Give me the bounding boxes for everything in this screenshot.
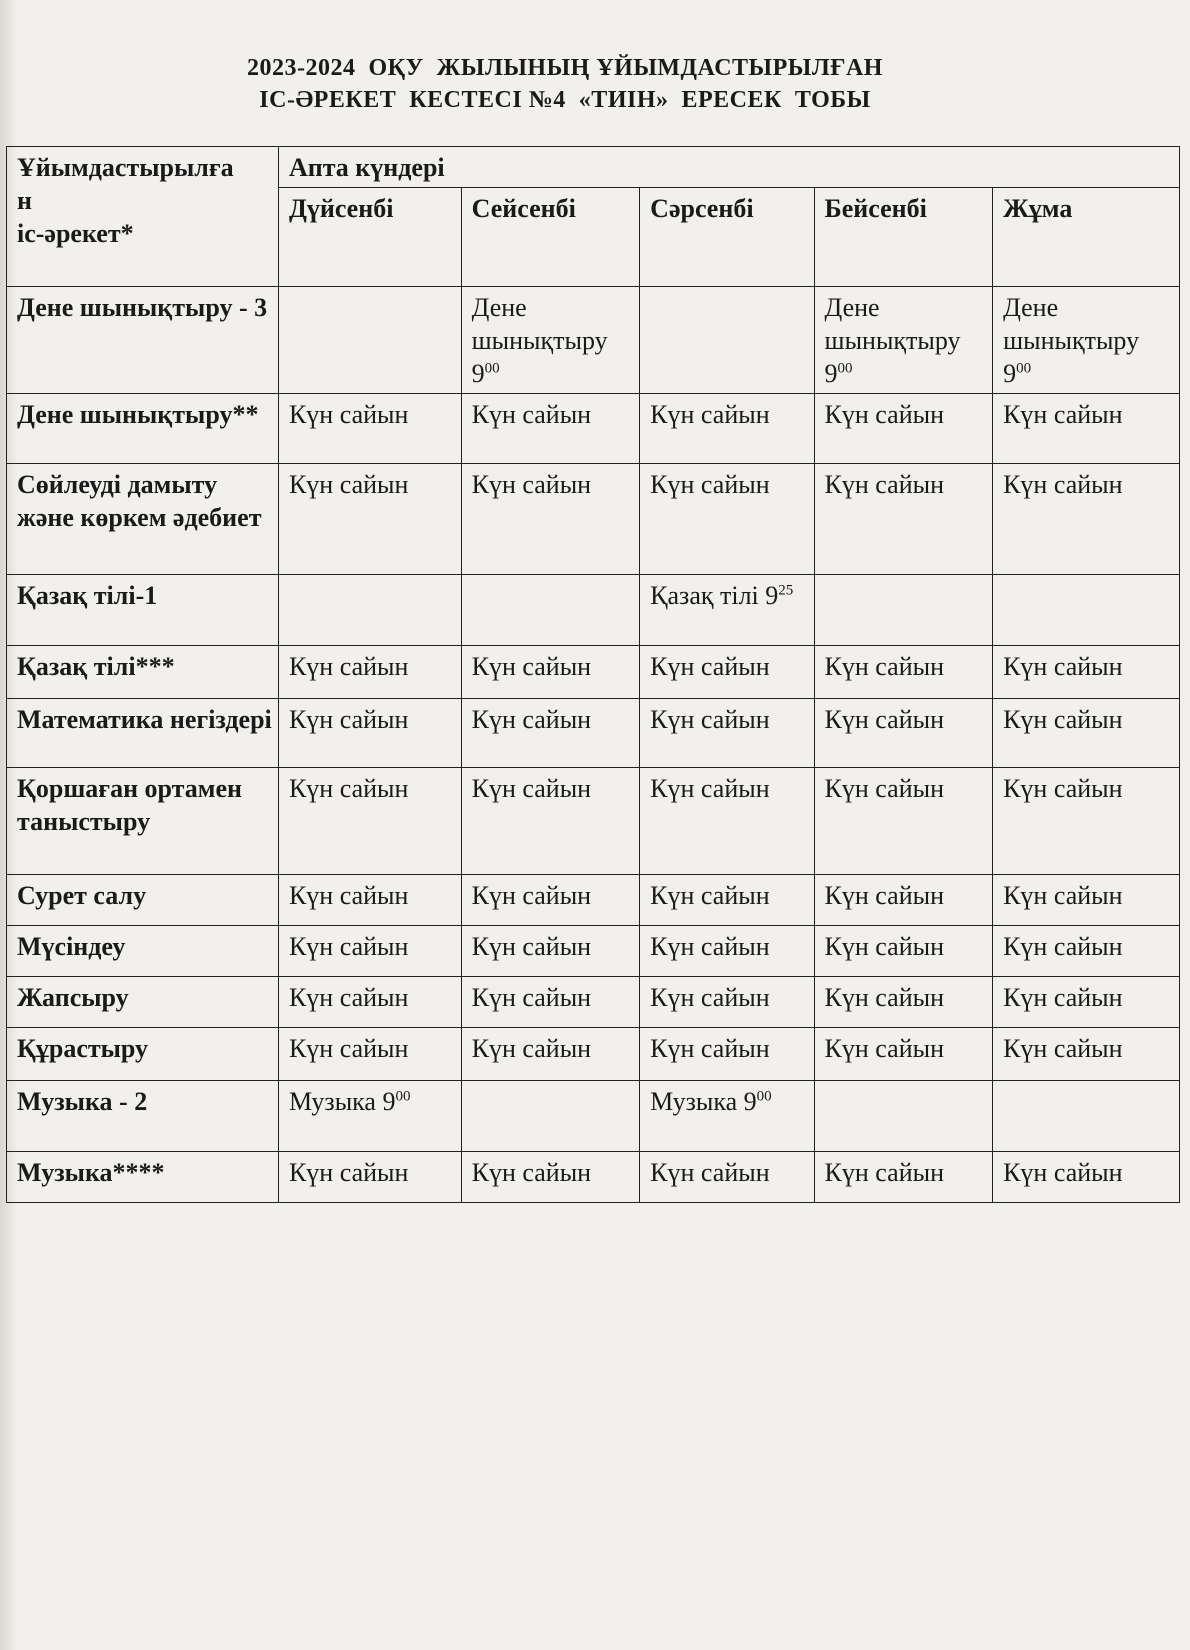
activity-name: Қоршаған ортамен таныстыру [7, 768, 279, 875]
schedule-cell-monday [278, 875, 461, 926]
cell-text: Күн сайын [288, 1034, 409, 1063]
cell-text: Күн сайын [471, 932, 592, 961]
table-row [7, 926, 1180, 977]
schedule-cell-wednesday [640, 926, 814, 977]
cell-text: Күн сайын [471, 1158, 592, 1187]
schedule-cell-wednesday [640, 394, 814, 464]
table-row [7, 1028, 1180, 1081]
cell-text: Күн сайын [288, 470, 409, 499]
cell-text: Дене шынықтыру 9 [471, 293, 608, 388]
cell-text: Күн сайын [1003, 881, 1123, 910]
schedule-cell-tuesday [461, 575, 640, 646]
schedule-cell-thursday [814, 1081, 993, 1152]
schedule-cell-thursday [814, 977, 993, 1028]
schedule-cell-tuesday [461, 768, 640, 875]
activity-name: Музыка - 2 [7, 1081, 279, 1152]
cell-time-minutes: 00 [484, 360, 500, 377]
schedule-cell-wednesday [640, 699, 814, 768]
day-header-monday: Дүйсенбі [278, 188, 461, 287]
table-row [7, 875, 1180, 926]
cell-text: Күн сайын [824, 881, 944, 910]
corner-line-3: іс-әрекет* [17, 219, 134, 248]
schedule-cell-tuesday [461, 287, 640, 394]
schedule-cell-friday [993, 768, 1180, 875]
cell-text: Күн сайын [471, 470, 592, 499]
schedule-cell-friday [993, 287, 1180, 394]
schedule-cell-wednesday [640, 646, 814, 699]
table-row [7, 1152, 1180, 1203]
table-row [7, 575, 1180, 646]
schedule-cell-monday [278, 287, 461, 394]
cell-text: Дене шынықтыру 9 [1003, 293, 1140, 388]
schedule-cell-monday [278, 1028, 461, 1081]
cell-text: Күн сайын [824, 705, 944, 734]
corner-line-1: Ұйымдастырылға [17, 153, 234, 182]
schedule-body [7, 287, 1180, 1203]
schedule-cell-tuesday [461, 1081, 640, 1152]
schedule-cell-tuesday [461, 875, 640, 926]
cell-text: Күн сайын [288, 932, 409, 961]
cell-text: Күн сайын [824, 400, 944, 429]
schedule-cell-friday [993, 646, 1180, 699]
schedule-cell-thursday [814, 875, 993, 926]
schedule-cell-friday [993, 977, 1180, 1028]
corner-line-2: н [17, 186, 32, 215]
cell-text: Музыка 9 [288, 1087, 396, 1116]
cell-text: Күн сайын [824, 774, 944, 803]
cell-text: Күн сайын [288, 400, 409, 429]
schedule-cell-monday [278, 977, 461, 1028]
cell-text: Күн сайын [650, 1034, 770, 1063]
schedule-cell-friday [993, 1028, 1180, 1081]
cell-time-minutes: 00 [1016, 360, 1032, 377]
table-row [7, 1081, 1180, 1152]
schedule-cell-thursday [814, 575, 993, 646]
cell-text: Күн сайын [471, 1034, 592, 1063]
activity-name: Дене шынықтыру - 3 [7, 287, 279, 394]
cell-text: Күн сайын [1003, 932, 1123, 961]
schedule-cell-monday [278, 394, 461, 464]
schedule-cell-wednesday [640, 464, 814, 575]
schedule-cell-thursday [814, 646, 993, 699]
schedule-cell-tuesday [461, 1028, 640, 1081]
schedule-cell-friday [993, 875, 1180, 926]
cell-time-minutes: 00 [756, 1088, 772, 1105]
schedule-cell-thursday [814, 287, 993, 394]
cell-text: Күн сайын [1003, 400, 1123, 429]
activity-name: Математика негіздері [7, 699, 279, 768]
schedule-cell-monday [278, 1152, 461, 1203]
cell-text: Күн сайын [1003, 705, 1123, 734]
cell-text: Музыка 9 [650, 1087, 757, 1116]
cell-time-minutes: 25 [778, 582, 794, 599]
cell-text: Қазақ тілі 9 [650, 581, 779, 610]
activity-name: Музыка**** [7, 1152, 279, 1203]
cell-text: Дене шынықтыру 9 [824, 293, 961, 388]
schedule-cell-wednesday [640, 1081, 814, 1152]
day-header-thursday: Бейсенбі [814, 188, 993, 287]
cell-text: Күн сайын [471, 400, 592, 429]
title-line-1: 2023-2024 ОҚУ ЖЫЛЫНЫҢ ҰЙЫМДАСТЫРЫЛҒАН [247, 55, 883, 81]
cell-text: Күн сайын [650, 774, 770, 803]
cell-text: Күн сайын [650, 705, 770, 734]
table-row [7, 394, 1180, 464]
cell-text: Күн сайын [288, 652, 409, 681]
schedule-cell-wednesday [640, 287, 814, 394]
table-row [7, 768, 1180, 875]
schedule-cell-tuesday [461, 646, 640, 699]
activity-name: Жапсыру [7, 977, 279, 1028]
cell-text: Күн сайын [288, 705, 409, 734]
activity-name: Қазақ тілі-1 [7, 575, 279, 646]
cell-text: Күн сайын [650, 470, 770, 499]
schedule-cell-friday [993, 394, 1180, 464]
schedule-cell-wednesday [640, 1152, 814, 1203]
schedule-cell-thursday [814, 699, 993, 768]
schedule-cell-wednesday [640, 768, 814, 875]
activity-name: Құрастыру [7, 1028, 279, 1081]
cell-text: Күн сайын [1003, 774, 1123, 803]
cell-text: Күн сайын [824, 983, 944, 1012]
schedule-cell-monday [278, 646, 461, 699]
table-row [7, 977, 1180, 1028]
schedule-cell-thursday [814, 926, 993, 977]
schedule-cell-thursday [814, 1152, 993, 1203]
table-row [7, 699, 1180, 768]
cell-text: Күн сайын [650, 1158, 770, 1187]
schedule-cell-friday [993, 926, 1180, 977]
cell-time-minutes: 00 [395, 1088, 411, 1105]
cell-text: Күн сайын [288, 983, 409, 1012]
cell-text: Күн сайын [650, 932, 770, 961]
schedule-cell-thursday [814, 1028, 993, 1081]
day-header-wednesday: Сәрсенбі [640, 188, 814, 287]
schedule-cell-thursday [814, 464, 993, 575]
schedule-cell-thursday [814, 394, 993, 464]
schedule-cell-tuesday [461, 699, 640, 768]
schedule-cell-tuesday [461, 464, 640, 575]
schedule-cell-wednesday [640, 575, 814, 646]
activity-name: Сөйлеуді дамыту және көркем әдебиет [7, 464, 279, 575]
schedule-cell-friday [993, 1152, 1180, 1203]
schedule-cell-monday [278, 768, 461, 875]
cell-text: Күн сайын [1003, 1158, 1123, 1187]
cell-text: Күн сайын [288, 774, 409, 803]
header-row-group [7, 147, 1180, 188]
schedule-cell-wednesday [640, 875, 814, 926]
cell-text: Күн сайын [288, 1158, 409, 1187]
cell-text: Күн сайын [824, 1034, 944, 1063]
document-title [0, 52, 1130, 116]
table-row [7, 464, 1180, 575]
activity-name: Сурет салу [7, 875, 279, 926]
schedule-cell-monday [278, 464, 461, 575]
cell-text: Күн сайын [471, 881, 592, 910]
schedule-cell-friday [993, 699, 1180, 768]
activity-name: Дене шынықтыру** [7, 394, 279, 464]
schedule-cell-thursday [814, 768, 993, 875]
table-row [7, 646, 1180, 699]
cell-text: Күн сайын [824, 1158, 944, 1187]
schedule-cell-tuesday [461, 977, 640, 1028]
schedule-cell-monday [278, 926, 461, 977]
activity-name: Мүсіндеу [7, 926, 279, 977]
schedule-cell-monday [278, 699, 461, 768]
schedule-cell-tuesday [461, 394, 640, 464]
cell-text: Күн сайын [471, 705, 592, 734]
cell-text: Күн сайын [1003, 1034, 1123, 1063]
schedule-cell-monday [278, 575, 461, 646]
cell-text: Күн сайын [824, 932, 944, 961]
cell-text: Күн сайын [650, 983, 770, 1012]
schedule-cell-tuesday [461, 926, 640, 977]
cell-text: Күн сайын [288, 881, 409, 910]
title-line-2: ІС-ӘРЕКЕТ КЕСТЕСІ №4 «ТИІН» ЕРЕСЕК ТОБЫ [259, 87, 871, 113]
day-header-friday: Жұма [993, 188, 1180, 287]
schedule-cell-monday [278, 1081, 461, 1152]
cell-text: Күн сайын [471, 652, 592, 681]
cell-time-minutes: 00 [837, 360, 853, 377]
corner-header [7, 147, 279, 287]
schedule-cell-friday [993, 575, 1180, 646]
cell-text: Күн сайын [650, 652, 770, 681]
day-header-tuesday: Сейсенбі [461, 188, 640, 287]
activity-name: Қазақ тілі*** [7, 646, 279, 699]
cell-text: Күн сайын [1003, 652, 1123, 681]
cell-text: Күн сайын [650, 400, 770, 429]
cell-text: Күн сайын [471, 983, 592, 1012]
schedule-cell-wednesday [640, 977, 814, 1028]
cell-text: Күн сайын [650, 881, 770, 910]
cell-text: Күн сайын [824, 652, 944, 681]
cell-text: Күн сайын [824, 470, 944, 499]
table-row [7, 287, 1180, 394]
cell-text: Күн сайын [471, 774, 592, 803]
schedule-cell-tuesday [461, 1152, 640, 1203]
cell-text: Күн сайын [1003, 983, 1123, 1012]
cell-text: Күн сайын [1003, 470, 1123, 499]
schedule-cell-friday [993, 464, 1180, 575]
schedule-cell-friday [993, 1081, 1180, 1152]
weekdays-group-header: Апта күндері [278, 147, 1179, 188]
schedule-table [6, 146, 1180, 1203]
schedule-cell-wednesday [640, 1028, 814, 1081]
